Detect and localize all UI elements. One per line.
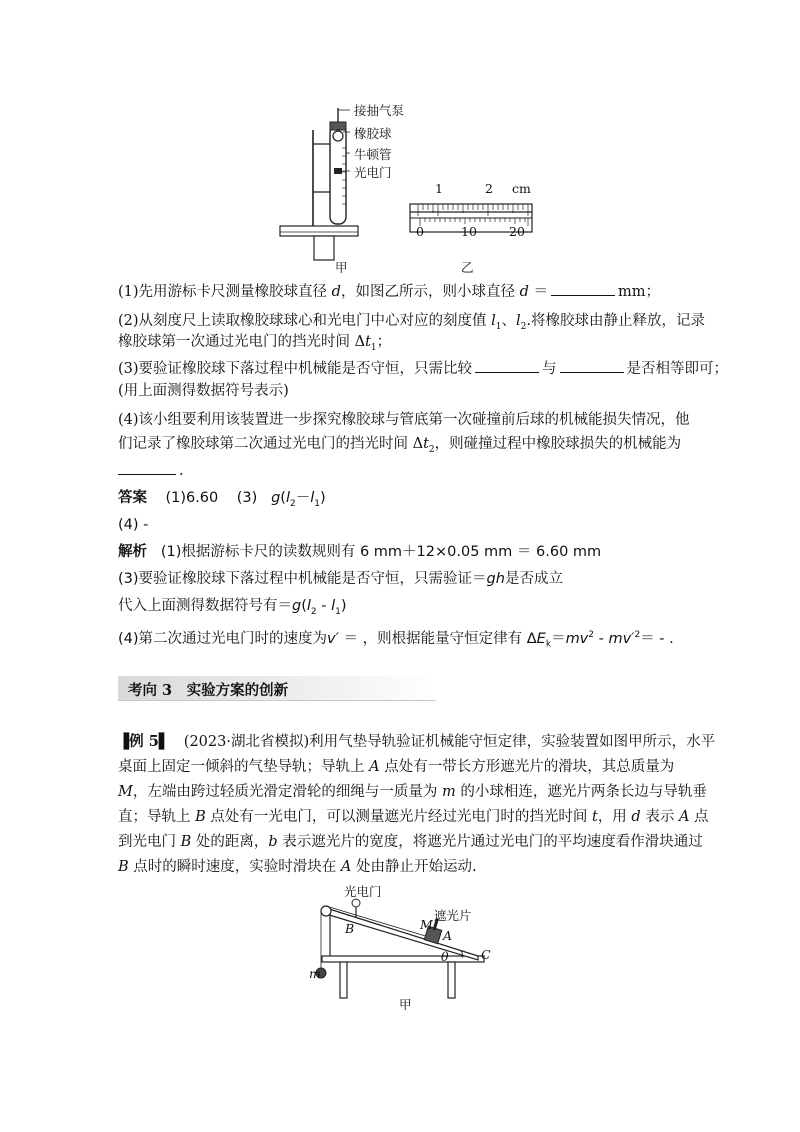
caliper-vernier-tick-10: 10 [461, 224, 477, 239]
photogate-b [352, 899, 360, 907]
answer-1: (1)6.60 [165, 490, 219, 506]
label-pump: 接抽气泵 [354, 103, 405, 118]
question-1: (1)先用游标卡尺测量橡胶球直径 d，如图乙所示，则小球直径 d ＝ mm； [118, 281, 660, 303]
table-leg-right [448, 962, 455, 998]
answer-line [118, 487, 326, 515]
label-fig-jia-2: 甲 [399, 997, 412, 1012]
table-top [322, 956, 484, 962]
tube-stopper [330, 122, 346, 130]
blank-diameter[interactable] [551, 281, 615, 296]
analysis-label: 解析 [118, 544, 147, 560]
question-2-line-1: (2)从刻度尺上读取橡胶球球心和光电门中心对应的刻度值 $l_1$、$l_2$.将橡胶球由静止释放，记录 [118, 313, 706, 332]
blank-compare-2[interactable] [560, 358, 624, 373]
analysis-line-4: (4)第二次通过光电门时的速度为v′ ＝ ，则根据能量守恒定律有 $\Delta E_k=mv^2 - mv'^2=$ - . [118, 630, 674, 650]
caliper-vernier-tick-20: 20 [509, 224, 525, 239]
example-line-6: B 点时的瞬时速度，实验时滑块在 A 处由静止开始运动. [118, 859, 477, 875]
question-4-line-2: 们记录了橡胶球第二次通过光电门的挡光时间 $\Delta t_2$，则碰撞过程中橡胶球损失的机械能为 [118, 436, 682, 455]
section-header [118, 676, 436, 701]
question-3: (3)要验证橡胶球下落过程中机械能是否守恒，只需比较 与 是否相等即可； [118, 358, 728, 380]
label-mass-m: m [309, 966, 321, 981]
example-line-1: ▐例 5▌ (2023·湖北省模拟)利用气垫导轨验证机械能守恒定律，实验装置如图甲所示，水平 [118, 733, 716, 750]
stand-base [280, 226, 358, 236]
question-4-line-1: (4)该小组要利用该装置进一步探究橡胶球与管底第一次碰撞前后球的机械能损失情况，他 [118, 412, 690, 428]
label-mass-M: M [420, 917, 433, 932]
blank-energy-loss[interactable] [118, 460, 176, 475]
answer-3: (3) $g(l_2-l_1)$ [236, 490, 326, 509]
example-source: (2023·湖北省模拟) [183, 734, 310, 750]
example-line-2: 桌面上固定一倾斜的气垫导轨；导轨上 A 点处有一带长方形遮光片的滑块，其总质量为 [118, 759, 675, 775]
caliper-vernier-tick-0: 0 [416, 224, 424, 239]
analysis-line-1: 解析 (1)根据游标卡尺的读数规则有 6 mm＋12×0.05 mm ＝ 6.60 mm [118, 544, 602, 560]
label-point-A: A [443, 928, 453, 943]
example-line-4: 直；导轨上 B 点处有一光电门，可以测量遮光片经过光电门时的挡光时间 t，用 d 表示 A 点 [118, 809, 709, 825]
figure-air-track [300, 880, 500, 1002]
label-photogate: 光电门 [354, 165, 392, 180]
question-4-line-3: . [118, 460, 184, 482]
caliper-unit: cm [512, 181, 531, 196]
pulley [321, 906, 331, 916]
label-theta: θ [441, 949, 449, 964]
label-point-B: B [345, 921, 355, 936]
label-rubber-ball: 橡胶球 [354, 126, 392, 141]
question-2-line-2: 橡胶球第一次通过光电门的挡光时间 $\Delta t_1$； [118, 334, 392, 353]
label-photogate-2: 光电门 [344, 884, 382, 899]
label-shading-plate: 遮光片 [434, 908, 472, 923]
example-tag: ▐例 5▌ [118, 733, 170, 750]
answer-4: (4) - [118, 517, 149, 533]
label-fig-jia: 甲 [335, 260, 348, 275]
analysis-line-2: (3)要验证橡胶球下落过程中机械能是否守恒，只需验证＝gh是否成立 [118, 571, 563, 587]
question-3-note: (用上面测得数据符号表示) [118, 383, 289, 399]
analysis-line-3: 代入上面测得数据符号有$=g(l_2 - l_1)$ [118, 598, 347, 617]
blank-compare-1[interactable] [475, 358, 539, 373]
section-title: 考向 3 实验方案的创新 [128, 682, 289, 699]
example-line-5: 到光电门 B 处的距离，b 表示遮光片的宽度，将遮光片通过光电门的平均速度看作滑块通过 [118, 834, 703, 850]
table-leg-left [340, 962, 347, 998]
caliper-main-tick-2: 2 [485, 181, 493, 196]
caliper-main-tick-1: 1 [435, 181, 443, 196]
label-fig-yi: 乙 [461, 260, 474, 275]
photogate [334, 168, 342, 174]
rubber-ball [333, 131, 343, 141]
stand-foot [314, 236, 334, 260]
label-newton-tube: 牛顿管 [354, 147, 392, 162]
example-line-3: M，左端由跨过轻质光滑定滑轮的细绳与一质量为 m 的小球相连，遮光片两条长边与导轨垂 [118, 784, 707, 800]
label-point-C: C [481, 947, 491, 962]
answer-label: 答案 [118, 490, 147, 506]
